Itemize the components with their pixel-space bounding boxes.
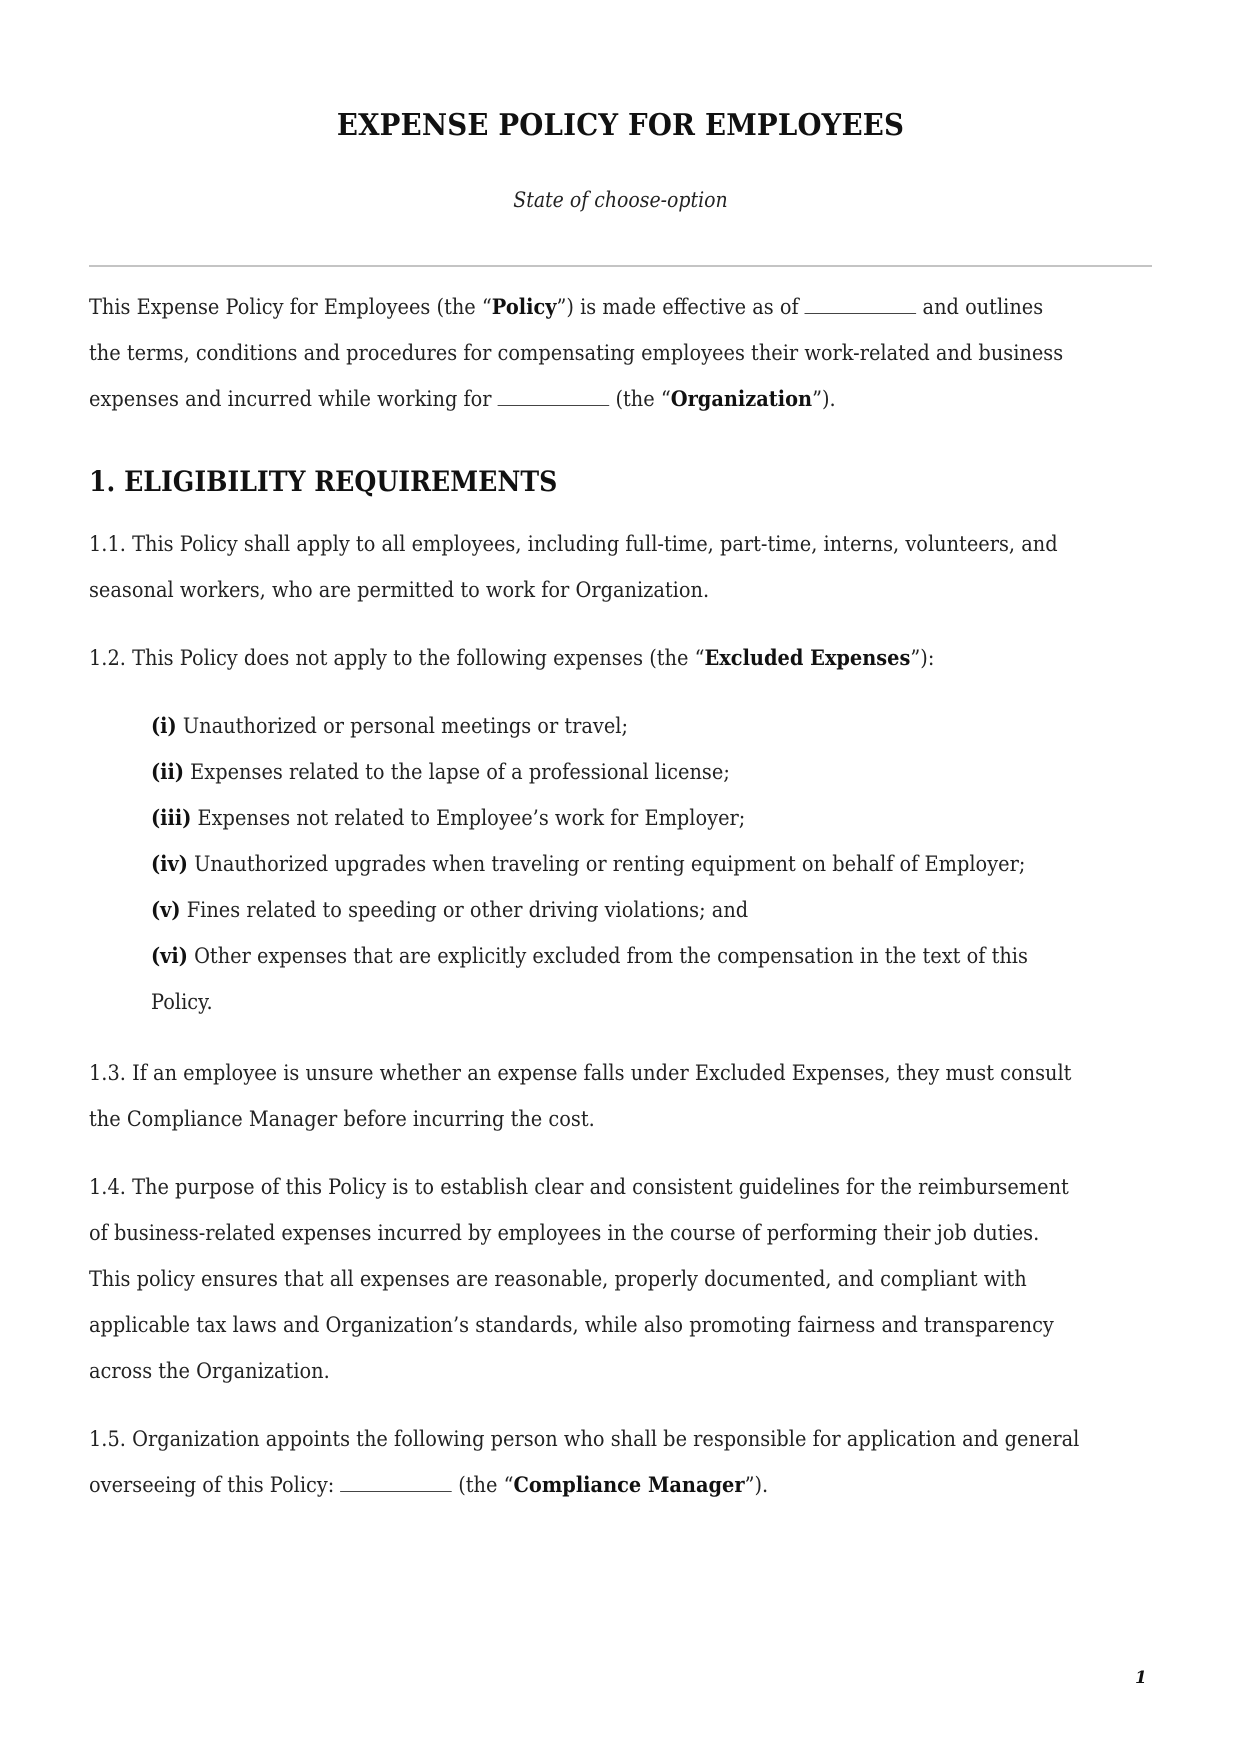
compliance-manager-blank[interactable] bbox=[340, 1473, 452, 1492]
compliance-manager-term: Compliance Manager bbox=[513, 1473, 745, 1498]
title-divider bbox=[89, 265, 1152, 267]
document-subtitle: State of choose-option bbox=[513, 188, 728, 212]
excluded-item: (i) Unauthorized or personal meetings or travel; bbox=[151, 714, 628, 739]
effective-date-blank[interactable] bbox=[805, 295, 917, 314]
excluded-item: (v) Fines related to speeding or other driving violations; and bbox=[151, 898, 749, 923]
intro-line-2: the terms, conditions and procedures for compensating employees their work-related and business bbox=[89, 341, 1064, 366]
organization-term: Organization bbox=[670, 387, 813, 412]
clause-1-3: 1.3. If an employee is unsure whether an expense falls under Excluded Expenses, they must consult the Compliance Manager before incurring the cost. bbox=[89, 1061, 1072, 1132]
document-title: EXPENSE POLICY FOR EMPLOYEES bbox=[336, 108, 905, 143]
excluded-expenses-term: Excluded Expenses bbox=[704, 646, 911, 671]
excluded-item: (iii) Expenses not related to Employee’s work for Employer; bbox=[151, 806, 746, 831]
organization-name-blank[interactable] bbox=[498, 387, 610, 406]
excluded-item-continuation: Policy. bbox=[151, 990, 213, 1015]
clause-1-5: 1.5. Organization appoints the following person who shall be responsible for application and general overseeing of this Policy: (the “Compliance Manager”). bbox=[89, 1427, 1080, 1498]
excluded-item: (vi) Other expenses that are explicitly excluded from the compensation in the text of this bbox=[151, 944, 1028, 969]
intro-line-3: expenses and incurred while working for (the “Organization”). bbox=[89, 387, 836, 412]
clause-1-2: 1.2. This Policy does not apply to the following expenses (the “Excluded Expenses”): bbox=[89, 646, 935, 671]
intro-line-1: This Expense Policy for Employees (the “Policy”) is made effective as of and outlines bbox=[89, 295, 1044, 320]
page-number: 1 bbox=[1135, 1668, 1147, 1688]
excluded-item: (iv) Unauthorized upgrades when traveling or renting equipment on behalf of Employer; bbox=[151, 852, 1026, 877]
intro-paragraph bbox=[89, 285, 1064, 423]
policy-term: Policy bbox=[491, 295, 557, 320]
clause-1-4: 1.4. The purpose of this Policy is to establish clear and consistent guidelines for the reimbursement of business-related expenses incurred by employees in the course of performing their job duties. This policy ensures that all expenses are reasonable, properly documented, and compliant with applicable tax laws and Organization’s standards, while also promoting fairness and transparency across the Organization. bbox=[89, 1175, 1069, 1384]
section-heading-eligibility: 1. ELIGIBILITY REQUIREMENTS bbox=[89, 465, 558, 498]
clause-1-1: 1.1. This Policy shall apply to all employees, including full-time, part-time, interns, volunteers, and seasonal workers, who are permitted to work for Organization. bbox=[89, 532, 1058, 603]
excluded-item: (ii) Expenses related to the lapse of a professional license; bbox=[151, 760, 730, 785]
